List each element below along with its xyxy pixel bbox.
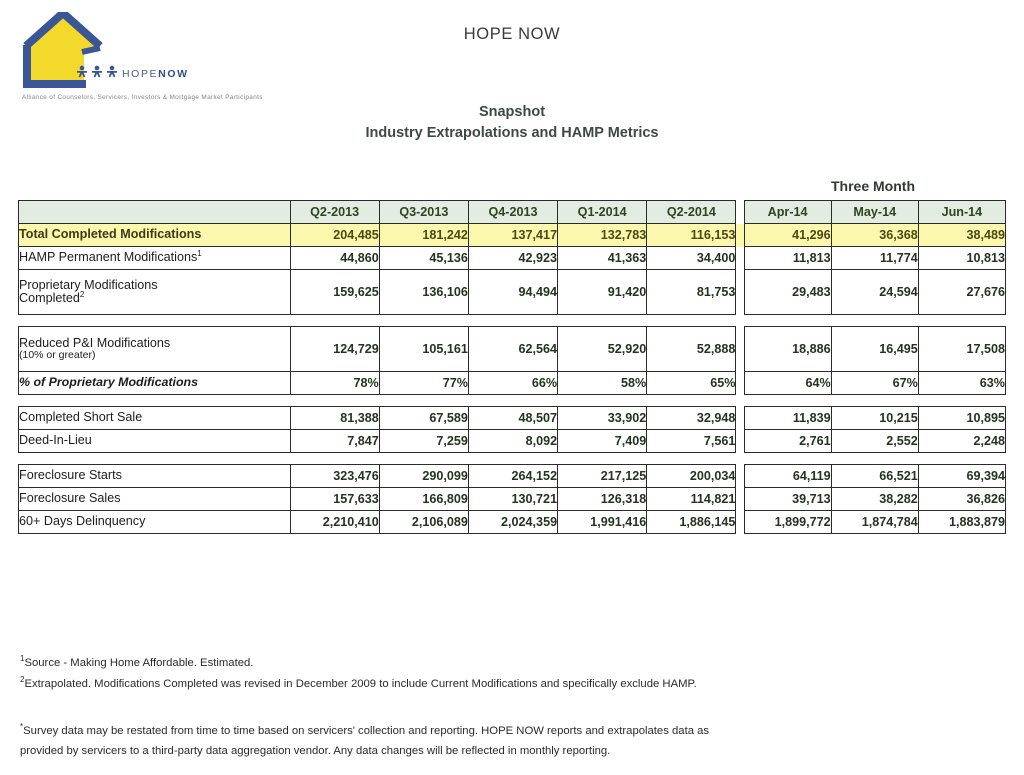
column-header-quarter: Q3-2013 xyxy=(379,201,468,224)
row-label: Foreclosure Sales xyxy=(19,491,121,506)
data-cell-quarter: 217,125 xyxy=(558,465,647,488)
data-cell-quarter: 116,153 xyxy=(647,224,736,247)
data-cell-quarter: 2,024,359 xyxy=(468,511,557,534)
data-cell-month: 11,774 xyxy=(831,247,918,270)
column-header-quarter: Q2-2013 xyxy=(290,201,379,224)
row-label-line2: Completed xyxy=(19,291,80,305)
data-cell-month: 24,594 xyxy=(831,270,918,315)
row-label: % of Proprietary Modifications xyxy=(19,375,198,390)
data-cell-quarter: 52,888 xyxy=(647,327,736,372)
header-corner-cell xyxy=(19,201,291,224)
data-cell-quarter: 58% xyxy=(558,372,647,395)
table-row xyxy=(19,488,1006,511)
row-group-spacer xyxy=(736,224,744,247)
survey-note xyxy=(20,722,920,762)
data-cell-quarter: 264,152 xyxy=(468,465,557,488)
data-cell-quarter: 52,920 xyxy=(558,327,647,372)
row-group-spacer xyxy=(736,511,744,534)
table-row xyxy=(19,465,1006,488)
data-cell-quarter: 8,092 xyxy=(468,430,557,453)
data-cell-quarter: 91,420 xyxy=(558,270,647,315)
row-group-spacer xyxy=(736,270,744,315)
data-cell-month: 64% xyxy=(744,372,831,395)
row-label-cell xyxy=(19,247,291,270)
data-cell-quarter: 166,809 xyxy=(379,488,468,511)
data-cell-quarter: 94,494 xyxy=(468,270,557,315)
data-cell-month: 63% xyxy=(918,372,1005,395)
data-cell-quarter: 7,847 xyxy=(290,430,379,453)
data-cell-quarter: 323,476 xyxy=(290,465,379,488)
data-cell-quarter: 204,485 xyxy=(290,224,379,247)
row-label: Reduced P&I Modifications xyxy=(19,335,171,350)
table-row xyxy=(19,247,1006,270)
row-label: Foreclosure Starts xyxy=(19,468,122,483)
data-cell-month: 67% xyxy=(831,372,918,395)
data-cell-quarter: 81,388 xyxy=(290,407,379,430)
data-cell-quarter: 32,948 xyxy=(647,407,736,430)
table-row xyxy=(19,511,1006,534)
data-cell-quarter: 200,034 xyxy=(647,465,736,488)
data-cell-month: 11,839 xyxy=(744,407,831,430)
table-row xyxy=(19,224,1006,247)
row-label-cell xyxy=(19,511,291,534)
row-group-spacer xyxy=(736,327,744,372)
row-label: Proprietary Modifications xyxy=(19,277,158,292)
data-cell-month: 17,508 xyxy=(918,327,1005,372)
row-label: Completed Short Sale xyxy=(19,410,143,425)
data-cell-month: 10,895 xyxy=(918,407,1005,430)
data-cell-month: 38,489 xyxy=(918,224,1005,247)
table-row xyxy=(19,407,1006,430)
row-footnote-marker: 2 xyxy=(79,289,85,299)
row-label: 60+ Days Delinquency xyxy=(19,514,146,529)
data-cell-month: 66,521 xyxy=(831,465,918,488)
data-cell-month: 2,248 xyxy=(918,430,1005,453)
row-footnote-marker: 1 xyxy=(197,249,202,259)
survey-note-text-1: Survey data may be restated from time to time based on servicers' collection and reporting. HOPE NOW reports and extrapolates data as xyxy=(23,725,710,737)
data-cell-month: 38,282 xyxy=(831,488,918,511)
section-gap-row xyxy=(19,395,1006,407)
data-cell-quarter: 42,923 xyxy=(468,247,557,270)
data-cell-quarter: 81,753 xyxy=(647,270,736,315)
row-group-spacer xyxy=(736,247,744,270)
column-header-quarter: Q2-2014 xyxy=(647,201,736,224)
data-cell-quarter: 137,417 xyxy=(468,224,557,247)
data-cell-quarter: 77% xyxy=(379,372,468,395)
data-cell-quarter: 48,507 xyxy=(468,407,557,430)
footnote-1-text: Source - Making Home Affordable. Estimated. xyxy=(24,657,254,669)
data-cell-quarter: 290,099 xyxy=(379,465,468,488)
row-label-cell xyxy=(19,465,291,488)
data-cell-quarter: 126,318 xyxy=(558,488,647,511)
column-header-quarter: Q1-2014 xyxy=(558,201,647,224)
data-cell-month: 36,826 xyxy=(918,488,1005,511)
data-cell-month: 1,874,784 xyxy=(831,511,918,534)
data-cell-quarter: 132,783 xyxy=(558,224,647,247)
row-label-line2-wrap xyxy=(19,289,290,305)
survey-note-line2: provided by servicers to a third-party data aggregation vendor. Any data changes will be reflected in monthly reporting. xyxy=(20,744,611,757)
data-cell-month: 10,813 xyxy=(918,247,1005,270)
table-row xyxy=(19,430,1006,453)
data-cell-quarter: 2,210,410 xyxy=(290,511,379,534)
data-cell-month: 16,495 xyxy=(831,327,918,372)
data-cell-quarter: 7,561 xyxy=(647,430,736,453)
data-cell-quarter: 159,625 xyxy=(290,270,379,315)
data-cell-quarter: 136,106 xyxy=(379,270,468,315)
logo-tagline: Alliance of Counselors, Servicers, Investors & Mortgage Market Participants xyxy=(22,94,263,101)
data-cell-month: 11,813 xyxy=(744,247,831,270)
data-cell-quarter: 78% xyxy=(290,372,379,395)
column-header-month: Jun-14 xyxy=(918,201,1005,224)
data-cell-month: 18,886 xyxy=(744,327,831,372)
table-row xyxy=(19,327,1006,372)
section-gap-row xyxy=(19,453,1006,465)
survey-note-marker: * xyxy=(20,722,24,732)
row-group-spacer xyxy=(736,465,744,488)
data-cell-month: 1,899,772 xyxy=(744,511,831,534)
subtitle-block xyxy=(0,104,1024,141)
data-cell-quarter: 41,363 xyxy=(558,247,647,270)
three-month-caption: Three Month xyxy=(831,178,915,194)
footnote-2 xyxy=(20,676,980,694)
page-title: HOPE NOW xyxy=(463,25,561,43)
data-cell-quarter: 1,886,145 xyxy=(647,511,736,534)
data-cell-month: 2,552 xyxy=(831,430,918,453)
column-header-month: May-14 xyxy=(831,201,918,224)
data-cell-month: 10,215 xyxy=(831,407,918,430)
row-label-cell xyxy=(19,407,291,430)
data-cell-quarter: 157,633 xyxy=(290,488,379,511)
column-header-quarter: Q4-2013 xyxy=(468,201,557,224)
footnote-2-text: Extrapolated. Modifications Completed was revised in December 2009 to include Current Modifications and specifically exclude HAMP. xyxy=(24,677,697,690)
data-cell-quarter: 181,242 xyxy=(379,224,468,247)
data-cell-quarter: 7,409 xyxy=(558,430,647,453)
data-cell-quarter: 130,721 xyxy=(468,488,557,511)
data-cell-quarter: 114,821 xyxy=(647,488,736,511)
data-cell-quarter: 34,400 xyxy=(647,247,736,270)
row-label-line2-wrap xyxy=(19,350,290,361)
data-cell-month: 39,713 xyxy=(744,488,831,511)
metrics-table-area xyxy=(18,200,1006,534)
footnotes xyxy=(20,655,980,696)
data-cell-quarter: 105,161 xyxy=(379,327,468,372)
row-label-cell xyxy=(19,488,291,511)
row-group-spacer xyxy=(736,430,744,453)
row-label-cell xyxy=(19,270,291,315)
logo-wordmark-now: NOW xyxy=(158,68,189,80)
row-label-cell xyxy=(19,430,291,453)
column-header-month: Apr-14 xyxy=(744,201,831,224)
data-cell-quarter: 67,589 xyxy=(379,407,468,430)
row-label-cell xyxy=(19,224,291,247)
data-cell-month: 1,883,879 xyxy=(918,511,1005,534)
logo-wordmark-hope: HOPE xyxy=(122,68,159,80)
subtitle-snapshot: Snapshot xyxy=(478,104,546,120)
section-gap-row xyxy=(19,315,1006,327)
data-cell-quarter: 2,106,089 xyxy=(379,511,468,534)
footnote-2-marker: 2 xyxy=(20,674,25,684)
table-row xyxy=(19,270,1006,315)
row-label-cell xyxy=(19,372,291,395)
data-cell-quarter: 7,259 xyxy=(379,430,468,453)
row-label-cell xyxy=(19,327,291,372)
data-cell-month: 36,368 xyxy=(831,224,918,247)
data-cell-month: 64,119 xyxy=(744,465,831,488)
row-label: Total Completed Modifications xyxy=(19,227,202,242)
survey-note-line1 xyxy=(20,722,920,742)
data-cell-quarter: 124,729 xyxy=(290,327,379,372)
logo-wordmark xyxy=(122,68,189,80)
data-cell-quarter: 45,136 xyxy=(379,247,468,270)
data-cell-month: 69,394 xyxy=(918,465,1005,488)
data-cell-month: 2,761 xyxy=(744,430,831,453)
data-cell-quarter: 44,860 xyxy=(290,247,379,270)
row-group-spacer xyxy=(736,407,744,430)
table-header-row xyxy=(19,201,1006,224)
row-label: HAMP Permanent Modifications xyxy=(19,250,198,265)
data-cell-quarter: 65% xyxy=(647,372,736,395)
subtitle-metrics: Industry Extrapolations and HAMP Metrics xyxy=(365,125,659,141)
data-cell-month: 41,296 xyxy=(744,224,831,247)
metrics-table xyxy=(18,200,1006,534)
data-cell-month: 29,483 xyxy=(744,270,831,315)
row-label-line2: (10% or greater) xyxy=(19,349,96,362)
data-cell-quarter: 62,564 xyxy=(468,327,557,372)
data-cell-quarter: 33,902 xyxy=(558,407,647,430)
data-cell-quarter: 1,991,416 xyxy=(558,511,647,534)
row-group-spacer xyxy=(736,488,744,511)
table-row xyxy=(19,372,1006,395)
three-people-stars-icon xyxy=(76,64,118,78)
footnote-1 xyxy=(20,655,980,673)
column-group-spacer xyxy=(736,201,744,224)
data-cell-month: 27,676 xyxy=(918,270,1005,315)
data-cell-quarter: 66% xyxy=(468,372,557,395)
footnote-1-marker: 1 xyxy=(20,654,25,664)
row-group-spacer xyxy=(736,372,744,395)
row-label: Deed-In-Lieu xyxy=(19,433,92,448)
